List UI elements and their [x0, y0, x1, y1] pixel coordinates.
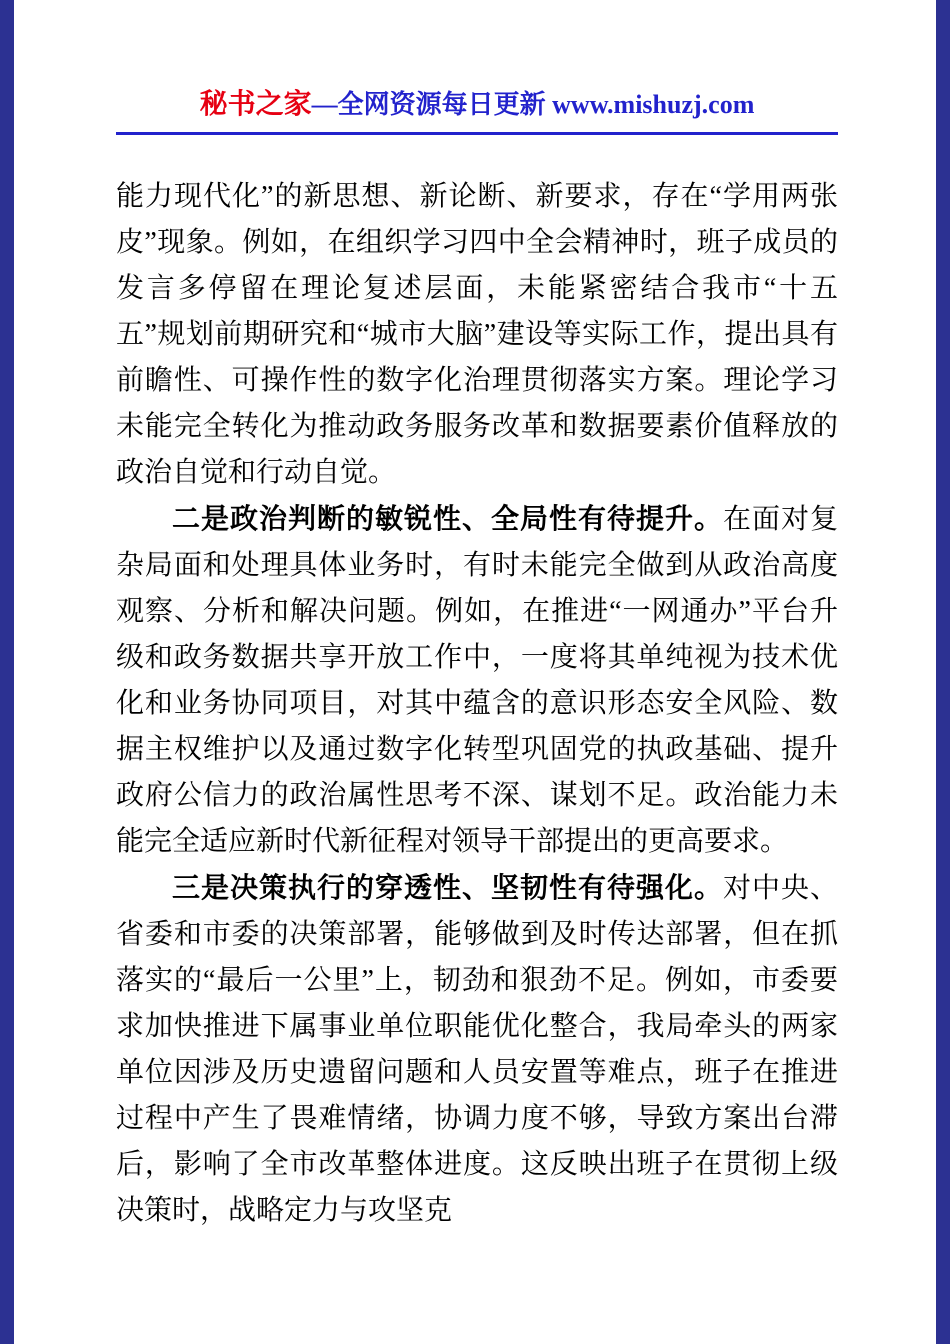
page-content: [116, 0, 838, 1234]
paragraph-text: 对中央、省委和市委的决策部署，能够做到及时传达部署，但在抓落实的“最后一公里”上，韧劲和狠劲不足。例如，市委要求加快推进下属事业单位职能优化整合，我局牵头的两家单位因涉及历史遗留问题和人员安置等难点，班子在推进过程中产生了畏难情绪，协调力度不够，导致方案出台滞后，影响了全市改革整体进度。这反映出班子在贯彻上级决策时，战略定力与攻坚克: [116, 873, 838, 1226]
paragraph-point-two: [116, 496, 838, 865]
right-border-bar: [936, 0, 950, 1344]
document-body: [116, 173, 838, 1234]
paragraph-lead: 三是决策执行的穿透性、坚韧性有待强化。: [172, 872, 723, 903]
paragraph-text: 在面对复杂局面和处理具体业务时，有时未能完全做到从政治高度观察、分析和解决问题。例如，在推进“一网通办”平台升级和政务数据共享开放工作中，一度将其单纯视为技术优化和业务协同项目，对其中蕴含的意识形态安全风险、数据主权维护以及通过数字化转型巩固党的执政基础、提升政府公信力的政治属性思考不深、谋划不足。政治能力未能完全适应新时代新征程对领导干部提出的更高要求。: [116, 504, 838, 857]
site-header: [116, 88, 838, 122]
paragraph-text: 能力现代化”的新思想、新论断、新要求，存在“学用两张皮”现象。例如，在组织学习四中全会精神时，班子成员的发言多停留在理论复述层面，未能紧密结合我市“十五五”规划前期研究和“城市大脑”建设等实际工作，提出具有前瞻性、可操作性的数字化治理贯彻落实方案。理论学习未能完全转化为推动政务服务改革和数据要素价值释放的政治自觉和行动自觉。: [116, 181, 838, 488]
site-url-link[interactable]: www.mishuzj.com: [552, 90, 755, 119]
site-brand: 秘书之家: [199, 89, 312, 120]
site-tagline: —全网资源每日更新: [311, 90, 553, 119]
left-border-bar: [0, 0, 14, 1344]
paragraph-point-three: [116, 865, 838, 1234]
header-divider: [116, 132, 838, 135]
paragraph-continuation: [116, 173, 838, 496]
paragraph-lead: 二是政治判断的敏锐性、全局性有待提升。: [172, 503, 723, 534]
